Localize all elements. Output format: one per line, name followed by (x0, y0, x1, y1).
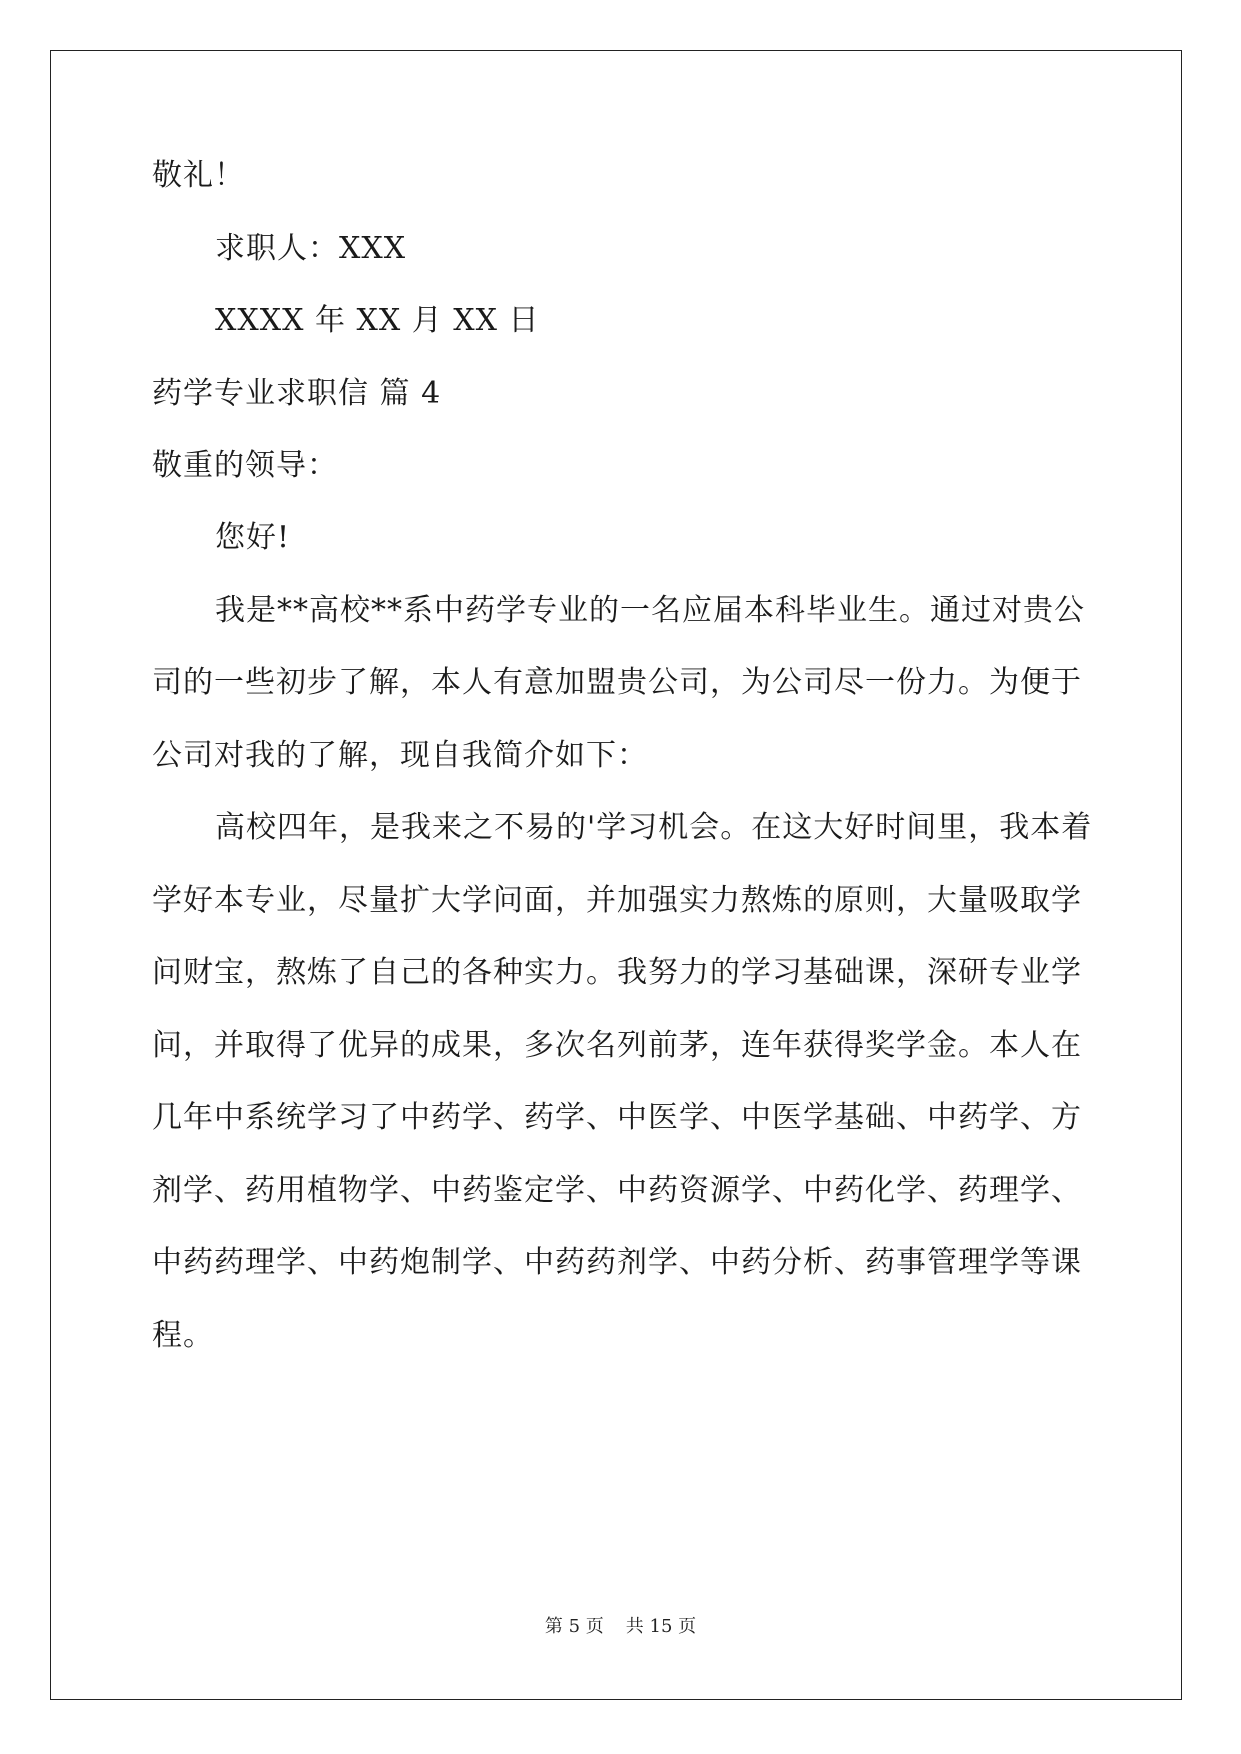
applicant-signature: 求职人：XXX (215, 231, 407, 266)
letter-date: XXXX 年 XX 月 XX 日 (215, 303, 540, 338)
paragraph-line: 公司对我的了解，现自我简介如下： (152, 738, 648, 773)
paragraph-line: 程。 (152, 1318, 214, 1353)
paragraph-line: 问财宝，熬炼了自己的各种实力。我努力的学习基础课，深研专业学 (152, 955, 1082, 990)
closing-salutation: 敬礼！ (152, 158, 245, 193)
paragraph-line: 剂学、药用植物学、中药鉴定学、中药资源学、中药化学、药理学、 (152, 1173, 1082, 1208)
paragraph-line: 高校四年，是我来之不易的'学习机会。在这大好时间里，我本着 (215, 810, 1093, 845)
paragraph-line: 学好本专业，尽量扩大学问面，并加强实力熬炼的原则，大量吸取学 (152, 883, 1082, 918)
paragraph-line: 司的一些初步了解，本人有意加盟贵公司，为公司尽一份力。为便于 (152, 665, 1082, 700)
section-heading: 药学专业求职信 篇 4 (152, 376, 442, 411)
paragraph-line: 我是**高校**系中药学专业的一名应届本科毕业生。通过对贵公 (215, 593, 1085, 628)
page-frame (50, 50, 1182, 1700)
page-total: 共 15 页 (625, 1616, 697, 1637)
greeting-recipient: 敬重的领导： (152, 448, 338, 483)
greeting: 您好! (215, 520, 291, 555)
page-footer (0, 1616, 1241, 1638)
page-number: 第 5 页 (544, 1616, 604, 1637)
paragraph-line: 几年中系统学习了中药学、药学、中医学、中医学基础、中药学、方 (152, 1100, 1082, 1135)
paragraph-line: 中药药理学、中药炮制学、中药药剂学、中药分析、药事管理学等课 (152, 1245, 1082, 1280)
paragraph-line: 问，并取得了优异的成果，多次名列前茅，连年获得奖学金。本人在 (152, 1028, 1082, 1063)
